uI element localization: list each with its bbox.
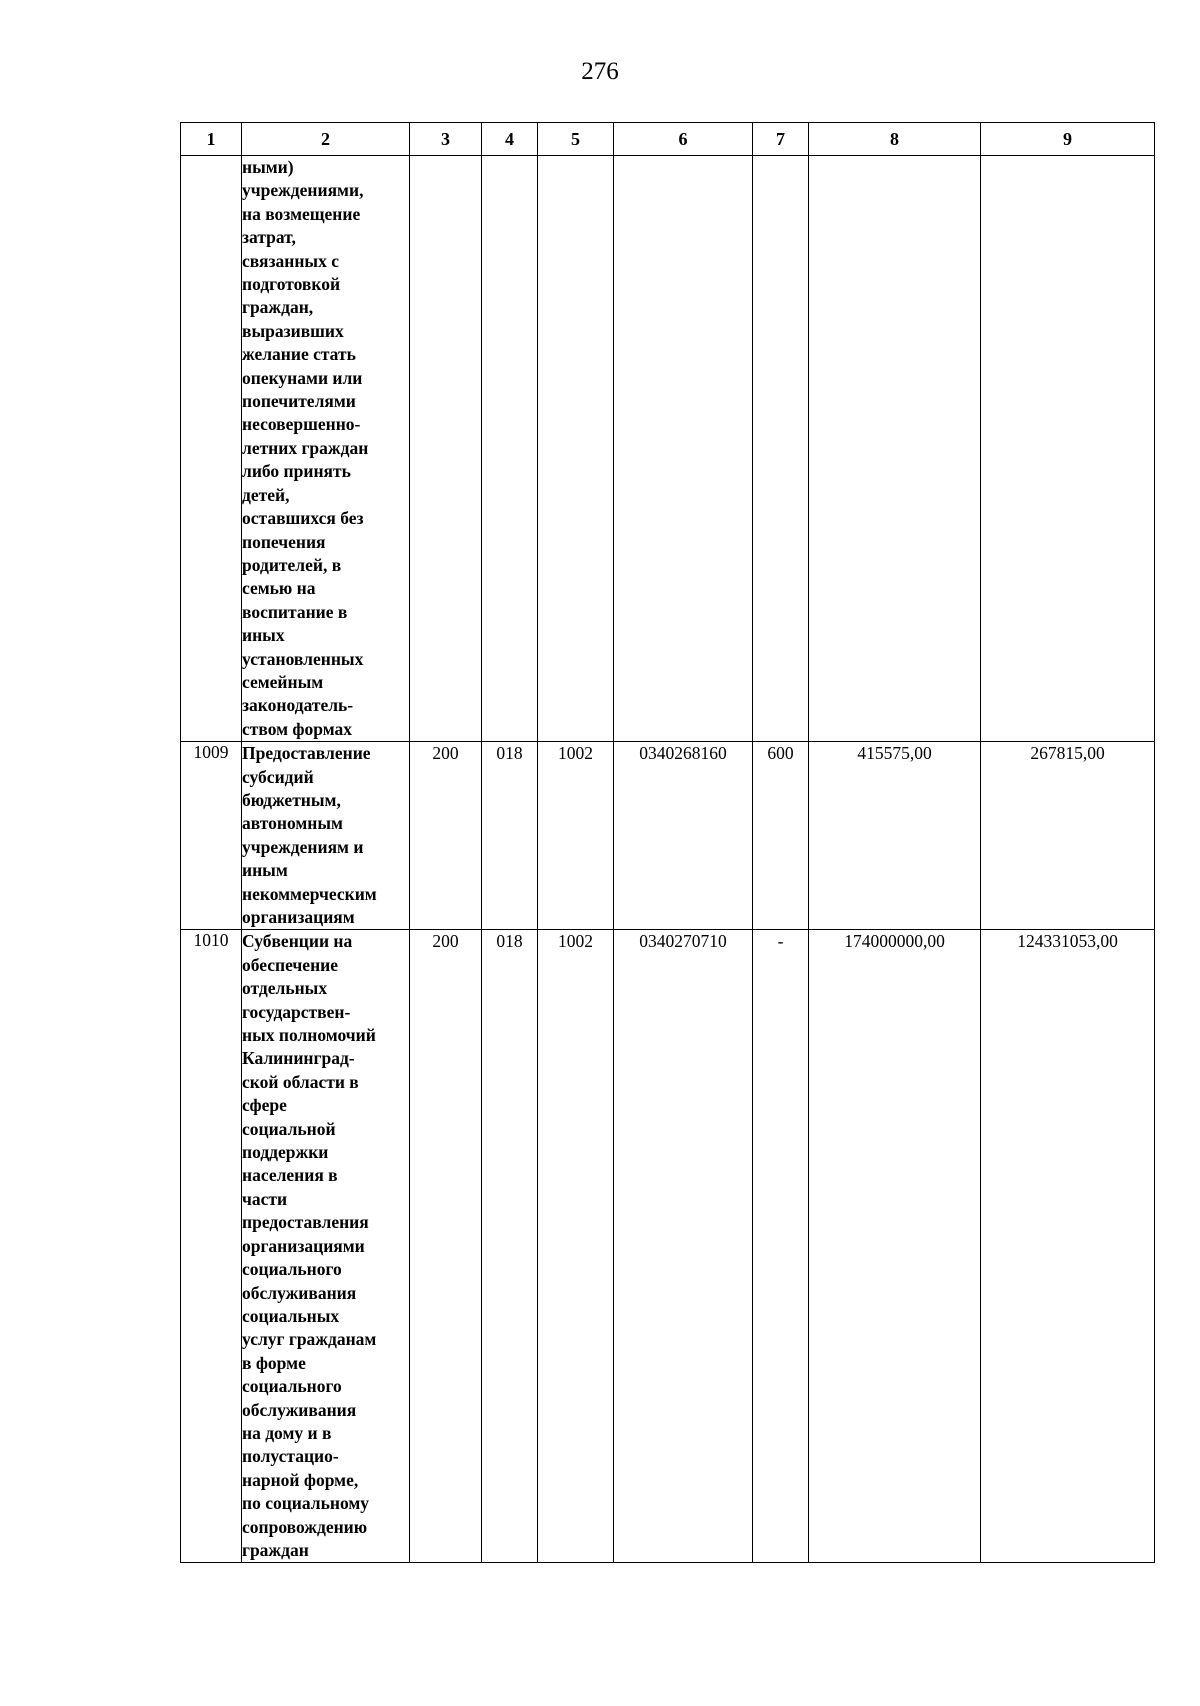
description-line: законодатель- <box>242 695 354 716</box>
column-header: 8 <box>809 123 981 156</box>
column-header: 2 <box>242 123 410 156</box>
row-number-cell <box>181 156 242 742</box>
description-line: ными) <box>242 157 294 177</box>
description-line: попечения <box>242 531 326 552</box>
description-line: летних граждан <box>242 437 369 458</box>
empty-cell <box>482 156 538 742</box>
description-line: учреждениям и <box>242 836 364 857</box>
amount-cell: 124331053,00 <box>981 930 1155 1563</box>
description-line: Предоставление <box>242 743 371 764</box>
description-line: семью на <box>242 578 316 599</box>
col6-cell: 0340270710 <box>614 930 753 1563</box>
description-line: организациям <box>242 907 355 927</box>
col5-cell: 1002 <box>538 742 614 930</box>
description-line: социального <box>242 1259 342 1280</box>
row-description-cell <box>242 742 410 930</box>
description-line: социальной <box>242 1118 336 1139</box>
description-line: части <box>242 1188 288 1209</box>
description-line: воспитание в <box>242 601 348 622</box>
empty-cell <box>809 156 981 742</box>
column-header: 4 <box>482 123 538 156</box>
col4-cell: 018 <box>482 742 538 930</box>
description-line: в форме <box>242 1352 306 1373</box>
row-number-cell: 1009 <box>181 742 242 930</box>
description-line: государствен- <box>242 1001 351 1022</box>
col3-cell: 200 <box>410 930 482 1563</box>
description-line: бюджетным, <box>242 789 341 810</box>
empty-cell <box>538 156 614 742</box>
amount-cell: 267815,00 <box>981 742 1155 930</box>
empty-cell <box>614 156 753 742</box>
description-line: полустацио- <box>242 1446 339 1467</box>
description-line: нарной форме, <box>242 1469 359 1490</box>
column-header: 1 <box>181 123 242 156</box>
description-line: некоммерческим <box>242 883 377 904</box>
description-line: затрат, <box>242 227 296 248</box>
col5-cell: 1002 <box>538 930 614 1563</box>
description-line: социального <box>242 1376 342 1397</box>
description-line: детей, <box>242 484 290 505</box>
description-line: населения в <box>242 1165 338 1186</box>
table-header-row <box>181 123 1155 156</box>
description-line: на возмещение <box>242 203 361 224</box>
description-line: выразивших <box>242 320 344 341</box>
description-line: ных полномочий <box>242 1025 376 1046</box>
description-line: отдельных <box>242 978 328 999</box>
description-line: связанных с <box>242 250 339 271</box>
column-header: 9 <box>981 123 1155 156</box>
col7-cell: 600 <box>753 742 809 930</box>
description-line: граждан, <box>242 297 314 318</box>
description-line: предоставления <box>242 1212 369 1233</box>
description-line: социальных <box>242 1305 340 1326</box>
row-number-cell: 1010 <box>181 930 242 1563</box>
description-line: субсидий <box>242 766 314 787</box>
row-description-cell <box>242 930 410 1563</box>
description-line: желание стать <box>242 344 356 365</box>
description-line: на дому и в <box>242 1422 332 1443</box>
row-description-cell <box>242 156 410 742</box>
description-line: родителей, в <box>242 554 342 575</box>
description-line: попечителями <box>242 391 356 412</box>
table-row <box>181 742 1155 930</box>
column-header: 6 <box>614 123 753 156</box>
col6-cell: 0340268160 <box>614 742 753 930</box>
description-line: иным <box>242 860 288 881</box>
description-line: опекунами или <box>242 367 363 388</box>
table-row-continuation <box>181 156 1155 742</box>
col3-cell: 200 <box>410 742 482 930</box>
description-line: семейным <box>242 671 324 692</box>
description-line: граждан <box>242 1539 309 1560</box>
table-row <box>181 930 1155 1563</box>
description-line: иных <box>242 625 285 646</box>
column-header: 5 <box>538 123 614 156</box>
description-line: оставшихся без <box>242 508 364 529</box>
amount-cell: 415575,00 <box>809 742 981 930</box>
description-line: Калининград- <box>242 1048 355 1069</box>
col7-cell: - <box>753 930 809 1563</box>
budget-table <box>180 122 1155 1563</box>
empty-cell <box>981 156 1155 742</box>
amount-cell: 174000000,00 <box>809 930 981 1563</box>
description-line: Субвенции на <box>242 931 353 952</box>
page-number: 276 <box>581 58 619 85</box>
description-line: обслуживания <box>242 1282 357 1303</box>
description-line: несовершенно- <box>242 414 361 435</box>
description-line: либо принять <box>242 461 351 482</box>
column-header: 3 <box>410 123 482 156</box>
description-line: сфере <box>242 1095 287 1116</box>
description-line: подготовкой <box>242 274 341 295</box>
col4-cell: 018 <box>482 930 538 1563</box>
description-line: услуг гражданам <box>242 1329 377 1350</box>
description-line: ством формах <box>242 718 353 739</box>
empty-cell <box>753 156 809 742</box>
description-line: ской области в <box>242 1071 359 1092</box>
description-line: установленных <box>242 648 364 669</box>
description-line: учреждениями, <box>242 180 364 201</box>
empty-cell <box>410 156 482 742</box>
description-line: организациями <box>242 1235 365 1256</box>
description-line: сопровождению <box>242 1516 368 1537</box>
description-line: обслуживания <box>242 1399 357 1420</box>
description-line: по социальному <box>242 1493 370 1514</box>
description-line: поддержки <box>242 1142 329 1163</box>
description-line: обеспечение <box>242 954 339 975</box>
description-line: автономным <box>242 813 343 834</box>
column-header: 7 <box>753 123 809 156</box>
